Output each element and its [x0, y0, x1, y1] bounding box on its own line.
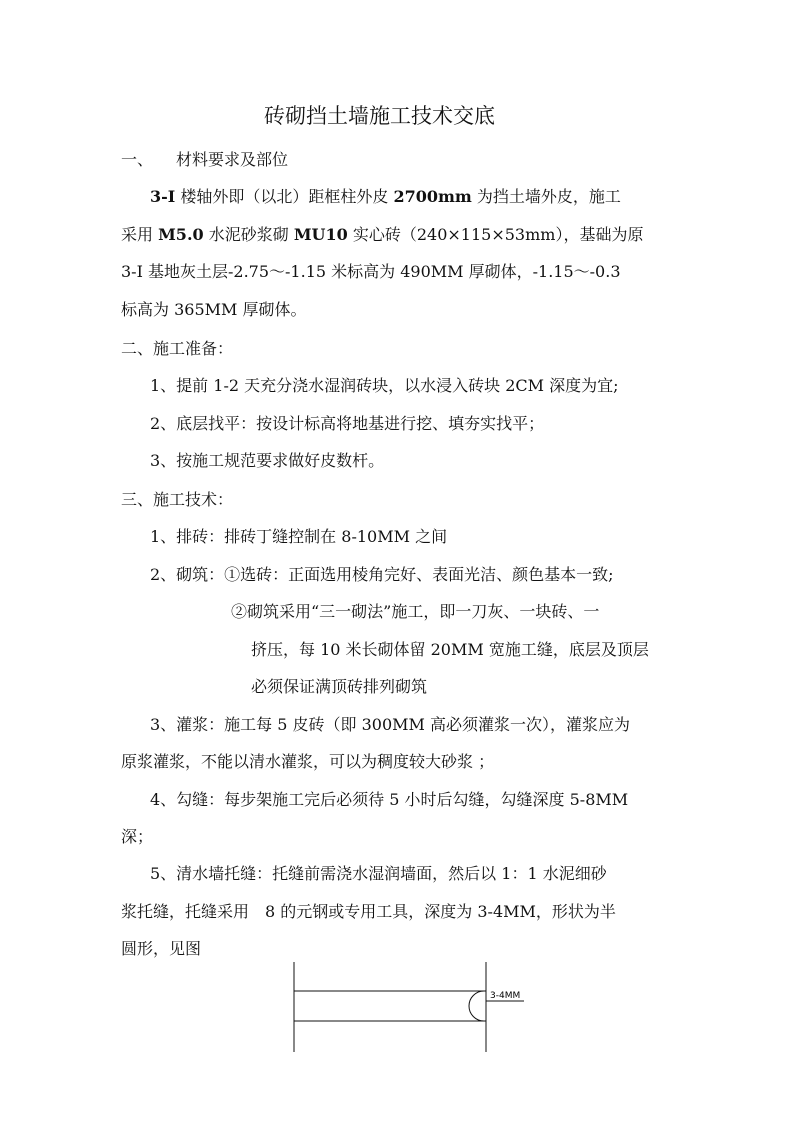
section3-item-3-line2: 原浆灌浆，不能以清水灌浆，可以为稠度较大砂浆 ；: [121, 752, 495, 771]
section3-item-5-line3: 圆形，见图: [121, 939, 202, 958]
text-run: 采用: [121, 225, 159, 244]
section3-item-1: 1、排砖：排砖丁缝控制在 8-10MM 之间: [150, 527, 448, 546]
mortar-grade: M5.0: [158, 225, 204, 244]
section3-item-2: 2、砌筑：①选砖：正面选用棱角完好、表面光洁、颜色基本一致;: [150, 565, 614, 584]
section3-item-3-line1: 3、灌浆：施工每 5 皮砖（即 300MM 高必须灌浆一次），灌浆应为: [150, 715, 631, 734]
section2-item-1: 1、提前 1-2 天充分浇水湿润砖块，以水浸入砖块 2CM 深度为宜;: [150, 376, 619, 395]
section2-item-3: 3、按施工规范要求做好皮数杆。: [150, 451, 385, 470]
brick-grade: MU10: [293, 225, 348, 244]
text-run: 实心砖（240×115×53mm），基础为原: [347, 225, 644, 244]
page-title: 砖砌挡土墙施工技术交底: [264, 104, 495, 128]
section3-item-2b-line2: 挤压，每 10 米长砌体留 20MM 宽施工缝，底层及顶层: [251, 640, 649, 659]
section3-heading: 三、施工技术：: [121, 490, 234, 509]
section3-item-5-line1: 5、清水墙托缝：托缝前需浇水湿润墙面，然后以 1：1 水泥细砂: [150, 864, 607, 883]
building-axis: 3-I: [150, 187, 176, 206]
joint-depth-label: 3-4MM: [490, 991, 521, 1001]
section3-item-5-line2: 浆托缝，托缝采用 8 的元钢或专用工具，深度为 3-4MM，形状为半: [121, 902, 616, 921]
section1-para-line4: 标高为 365MM 厚砌体。: [121, 300, 307, 319]
section1-para-line3: 3-I 基地灰土层-2.75～-1.15 米标高为 490MM 厚砌体，-1.15～-0.3: [121, 262, 621, 281]
section1-heading: 材料要求及部位: [176, 150, 289, 169]
section3-item-4-line2: 深；: [121, 827, 154, 846]
text-run: 水泥砂浆砌: [203, 225, 294, 244]
distance-value: 2700mm: [393, 187, 472, 206]
section1-number: 一、: [121, 150, 154, 169]
section3-item-2b-line1: ②砌筑采用“三一砌法”施工，即一刀灰、一块砖、一: [231, 602, 600, 621]
section2-item-2: 2、底层找平：按设计标高将地基进行挖、填夯实找平；: [150, 414, 545, 433]
text-run: 楼轴外即（以北）距框柱外皮: [175, 187, 394, 206]
section3-item-2b-line3: 必须保证满顶砖排列砌筑: [251, 677, 428, 696]
text-run: 为挡土墙外皮，施工: [471, 187, 621, 206]
semicircle-joint: [469, 991, 484, 1021]
section3-item-4-line1: 4、勾缝：每步架施工完后必须待 5 小时后勾缝，勾缝深度 5-8MM: [150, 790, 629, 809]
section2-heading: 二、施工准备：: [121, 339, 234, 358]
